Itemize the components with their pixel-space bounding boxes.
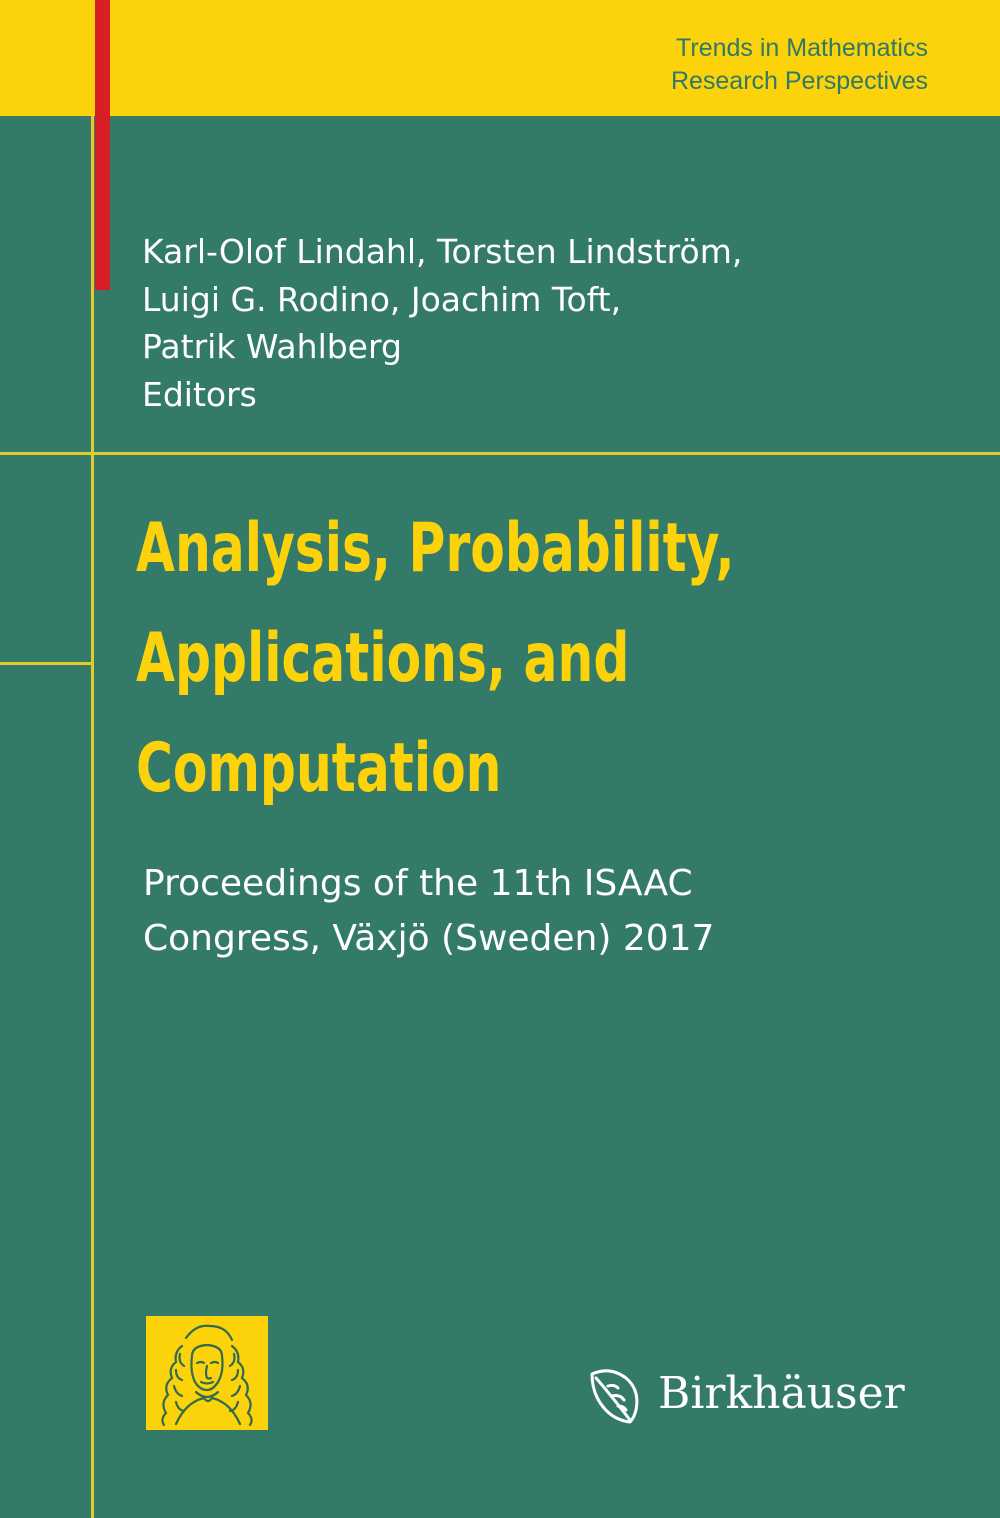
book-title: [136, 494, 735, 824]
series-title: [671, 32, 928, 98]
short-horizontal-rule: [0, 662, 92, 665]
portrait-emblem-drawing: [146, 1316, 268, 1430]
book-title-line: Applications, and: [136, 619, 630, 698]
editor-names-line: Patrik Wahlberg: [142, 327, 402, 366]
birkhauser-leaf-icon: [588, 1364, 644, 1424]
publisher-name: Birkhäuser: [658, 1368, 905, 1419]
book-title-line: Computation: [136, 729, 502, 808]
series-title-line-1: Trends in Mathematics: [676, 34, 928, 62]
portrait-emblem-icon: [146, 1316, 268, 1430]
book-subtitle-line: Proceedings of the 11th ISAAC: [143, 863, 693, 904]
red-accent-bar: [95, 0, 110, 290]
editors-block: [142, 228, 742, 418]
editor-names-line: Karl-Olof Lindahl, Torsten Lindström,: [142, 232, 743, 271]
book-title-line: Analysis, Probability,: [136, 509, 735, 588]
book-subtitle-line: Congress, Växjö (Sweden) 2017: [143, 918, 715, 959]
editors-role-label: Editors: [142, 374, 257, 414]
vertical-rule: [91, 116, 94, 1518]
book-subtitle: [143, 856, 714, 966]
horizontal-rule: [0, 452, 1000, 455]
editor-names-line: Luigi G. Rodino, Joachim Toft,: [142, 279, 622, 319]
series-title-line-2: Research Perspectives: [670, 67, 928, 95]
